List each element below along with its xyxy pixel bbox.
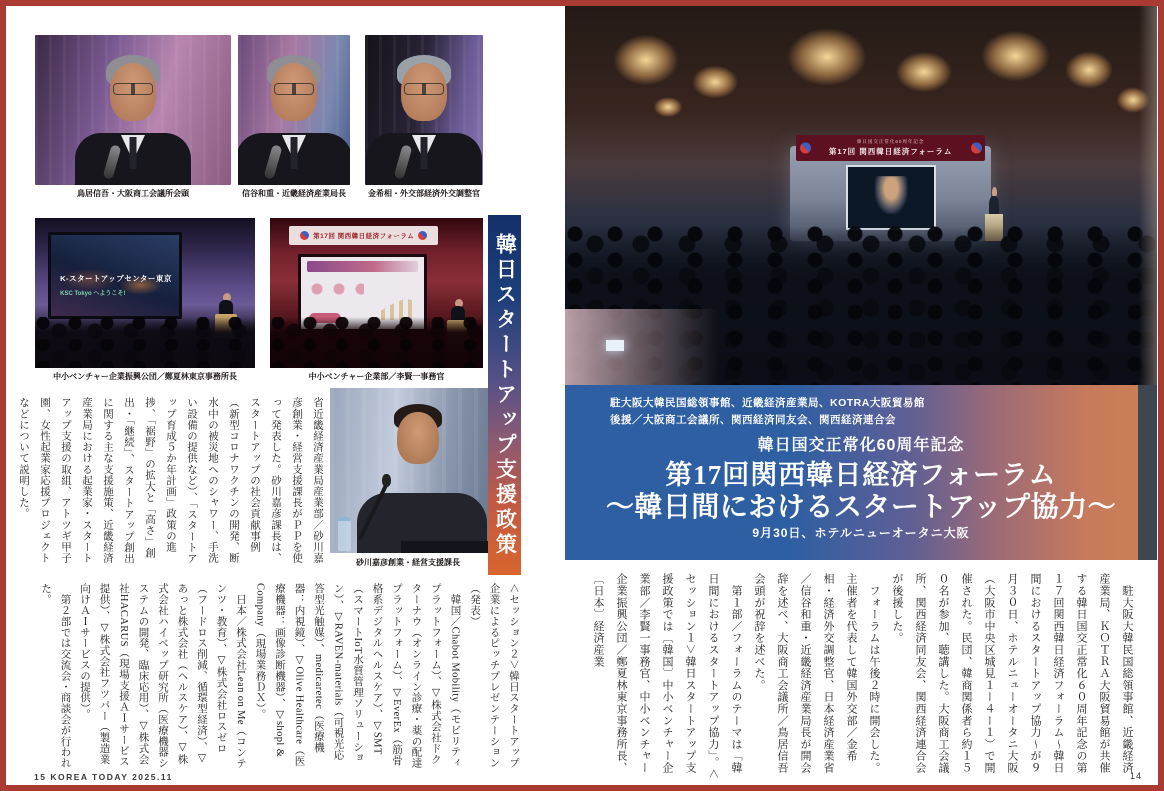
article-paragraph-japan-list: 日本／株式会社Lean on Me（コンテンツ・教育）、▽株式会社ロスゼロ（フードロス削減、循環型経済）、▽あっと株式会社（ヘルスケア）、▽株式会社ハイベップ研究所（医療機器システムの開発、臨床応用）、▽株式会社HACARUS（現場支援ＡＩサービス提供）、▽株式会社フツパー（製造業向けＡＩサービスの提供）。: [79, 583, 246, 769]
slide-header-bar: [307, 261, 418, 272]
footer-magazine-info: 15 KOREA TODAY 2025.11: [34, 772, 173, 782]
chandelier-glow: [885, 44, 963, 100]
forum-logo-icon: [800, 143, 811, 154]
photo-kim-heesang: [365, 35, 483, 185]
stage-banner-line2: 第17回 関西韓日経済フォーラム: [828, 147, 953, 157]
article-left-lower: [15, 583, 523, 769]
caption-torii: 鳥居信吾・大阪商工会議所会頭: [77, 189, 189, 198]
chandelier-glow: [1056, 44, 1122, 96]
photo-torii-shingo: [35, 35, 231, 185]
portrait-tie: [421, 137, 428, 169]
banner-forum-title: 第17回関西韓日経済フォーラム: [665, 460, 1057, 490]
article-left-upper: [15, 397, 328, 573]
desk-shape: [401, 541, 488, 553]
banquet-tables: [565, 309, 719, 385]
photo-nobutani-kazushige: [238, 35, 350, 185]
portrait-suit: [238, 133, 350, 185]
chandelier-glow: [648, 93, 688, 121]
glasses-shape: [113, 83, 153, 95]
stage-banner: [289, 226, 438, 246]
microphone-head-shape: [382, 474, 391, 487]
caption-jung-halim: 中小ベンチャー企業振興公団／鄭夏林東京事務所長: [53, 372, 237, 381]
article-paragraph-session1: 第１部／フォーラムのテーマは「韓日間におけるスタートアップ協力」。＜セッション１＞韓日スタートアップ支援政策では〔韓国〕中小ベンチャー企業部／李賢一事務官、中小ベンチャー企業振興公団／鄭夏林東京事務所長、〔日本〕経済産業: [592, 573, 742, 780]
page-number: 14: [1130, 771, 1143, 781]
photo-hall-forum-slide: [270, 218, 483, 368]
lit-pillar: [1139, 6, 1157, 385]
portrait-suit: [366, 133, 482, 185]
stage-screen: [846, 165, 936, 230]
article-right: [577, 573, 1138, 781]
audience-silhouettes: [270, 317, 483, 368]
article-paragraph-closing: 第２部では交流会・商談会が行われた。: [40, 583, 71, 769]
section-side-banner-text: 韓日スタートアップ支援政策: [493, 232, 517, 558]
banner-supporters: 後援／大阪商工会議所、関西経済同友会、関西経済連合会: [610, 414, 896, 426]
caption-nobutani: 信谷和重・近畿経済産業局長: [242, 189, 346, 198]
portrait-tie: [130, 137, 137, 169]
glasses-shape: [274, 83, 314, 95]
slide-subtitle: KSC Tokyo へようこそ!: [60, 290, 126, 297]
photo-hall-ksc-tokyo: [35, 218, 255, 368]
banner-organizers: 駐大阪大韓民国総領事館、近畿経済産業局、KOTRA大阪貿易館: [610, 397, 925, 409]
chandelier-glow: [683, 59, 747, 105]
stage-banner-line1: 韓日国交正常化60周年記念: [856, 139, 925, 145]
article-paragraph-korea-list: 韓国／Chabot Mobility（モビリティプラットフォーム）、▽株式会社ドクターナウ（オンライン診療・薬の配達プラットフォーム）、▽EverEx（筋骨格系デジタルヘルスケア）、▽SMT（スマートIoT水質管理ソリューション）、▽RAVEN-materials（可視光応答型光触媒）、medicaretec（医療機器：内視鏡）、▽Olive Healthcare（医療機器：画像診断機器）、▽shopl & Company（現場業務ＤＸ）。: [254, 583, 461, 769]
audience-silhouettes: [35, 317, 255, 368]
speaker-face: [397, 412, 439, 464]
forum-logo-icon: [971, 143, 982, 154]
water-bottle-shape: [338, 517, 351, 551]
article-paragraph-lead: 駐大阪大韓民国総領事館、近畿経済産業局、ＫＯＴＲＡ大阪貿易館が共催する韓日国交正常化６０周年記念の第１７回関西韓日経済フォーラム～韓日間におけるスタートアップ協力～が９月３０日、ホテルニューオータニ大阪（大阪市中央区城見１ー４ー１）で開催された。民団、韓商関係者ら約１５０名が参加、聴講した。大阪商工会議所、関西経済同友会、関西経済連合会が後援した。: [891, 573, 1133, 774]
presentation-screen: [48, 232, 182, 319]
glasses-shape: [404, 83, 444, 95]
screen-speaker-face: [875, 176, 908, 214]
caption-kim: 金希相・外交部経済外交調整官: [368, 189, 480, 198]
caption-sunagawa: 砂川嘉彦創業・経営支援課長: [356, 558, 460, 567]
laptop-glow: [606, 340, 624, 351]
article-paragraph: 省近畿経済産業局産業部／砂川嘉彦創業・経営支援課長がＰＰを使って発表した。砂川嘉彦課長は、スタートアップの社会貢献事例（新型コロナワクチンの開発、断水中の被災地へのシャワー、手洗い設備の提供など）、「スタートアップ育成５か年計画」政策の進捗、「裾野」の拡大と「高さ」創出・「継続」、スタートアップ創出に関する主な支援施策、近畿経済産業局における起業家・スタートアップ支援の取組、アトツギ甲子園、女性起業家応援プロジェクトなどについて説明した。: [18, 397, 323, 565]
portrait-tie: [291, 137, 298, 169]
photo-sunagawa: [330, 388, 488, 553]
stage-banner-text: 第17回 関西韓日経済フォーラム: [313, 232, 415, 240]
session2-heading: ＜セッション２＞韓日スタートアップ企業によるピッチプレゼンテーション（発表）: [469, 583, 519, 769]
forum-logo-icon: [418, 231, 427, 240]
portrait-suit: [75, 133, 191, 185]
chandelier-glow: [968, 21, 1063, 91]
slide-title: K-スタートアップセンター東京: [60, 274, 172, 284]
banner-date-venue: 9月30日、ホテルニューオータニ大阪: [752, 526, 970, 540]
forum-logo-icon: [300, 231, 309, 240]
slide-diagram-shapes: [309, 281, 363, 297]
article-paragraph-opening: フォーラムは午後２時に開会した。主催者を代表して韓国外交部／金希相・経済外交調整官、日本経済産業省／信谷和重・近畿経済産業局長が開会辞を述べ、大阪商工会議所／鳥居信吾会頭が祝辞を述べた。: [753, 573, 880, 774]
caption-lee-hyunil: 中小ベンチャー企業部／李賢一事務官: [308, 372, 445, 381]
photo-forum-hall: [565, 6, 1157, 385]
banner-forum-subtitle: ～韓日間におけるスタートアップ協力～: [605, 492, 1117, 523]
chandelier-glow: [772, 17, 882, 97]
stage-banner: [796, 135, 985, 162]
forum-title-banner: [565, 385, 1157, 560]
chandelier-glow: [601, 25, 691, 95]
section-side-banner: [488, 215, 521, 575]
banner-anniversary: 韓日国交正常化60周年記念: [757, 437, 965, 454]
